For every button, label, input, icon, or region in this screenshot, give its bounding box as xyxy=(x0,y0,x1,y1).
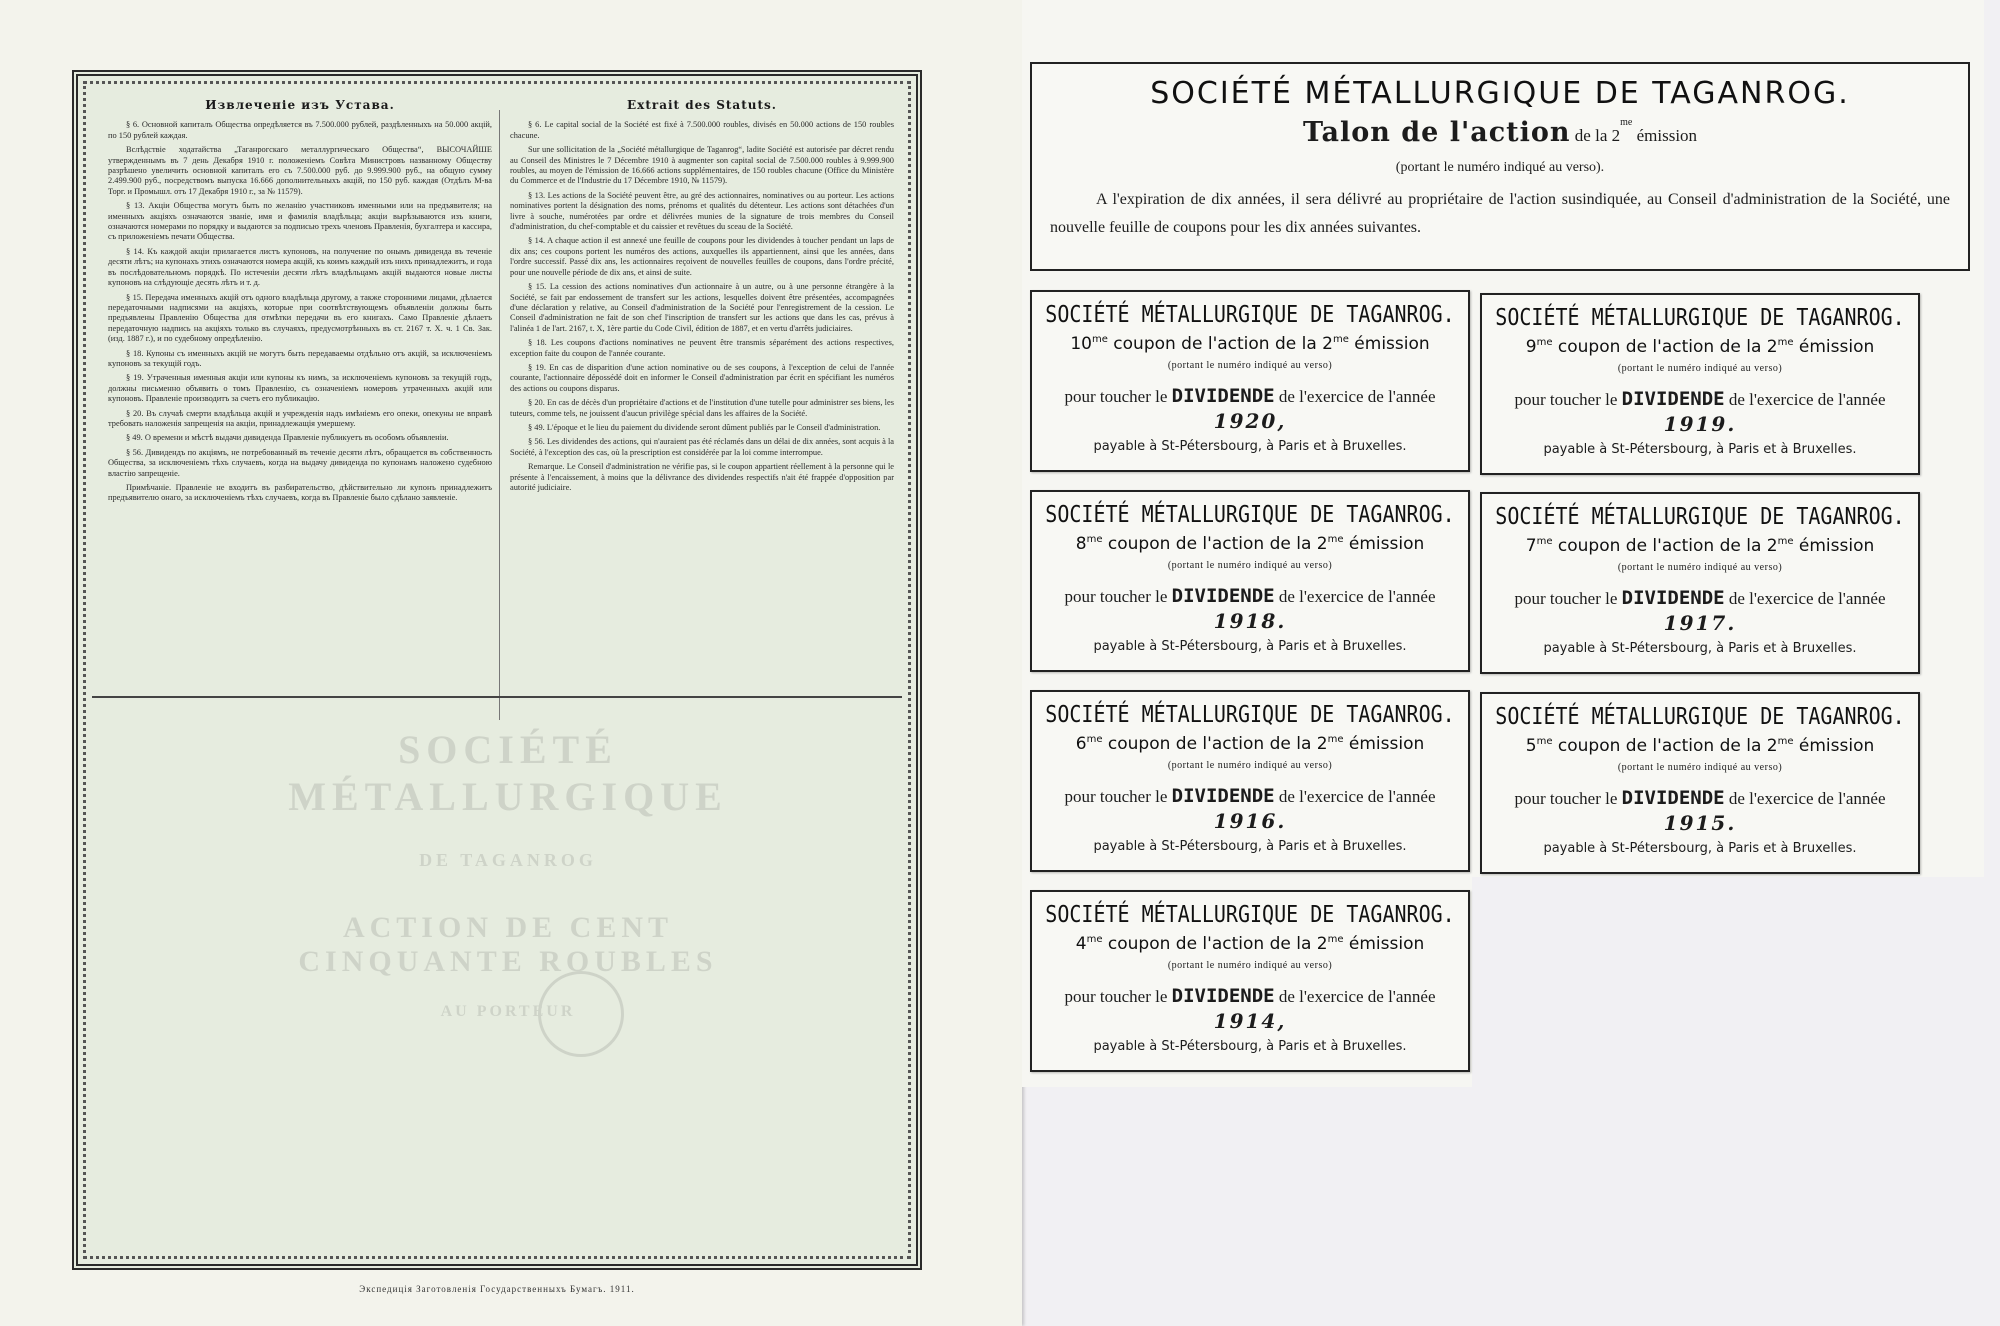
coupon-title: $4^{me}$ coupon de l'action de la $2^{me}$ émission xyxy=(1075,934,1425,954)
coupon-company-name: SOCIÉTÉ MÉTALLURGIQUE DE TAGANROG. xyxy=(1495,502,1905,530)
coupon-title: $9^{me}$ coupon de l'action de la $2^{me}$ émission xyxy=(1525,337,1875,357)
coupon-number-note: (portant le numéro indiqué au verso) xyxy=(1617,363,1783,374)
coupon-dividend-line: pour toucher le DIVIDENDE de l'exercice de l'année xyxy=(1514,388,1886,410)
coupon-title: $5^{me}$ coupon de l'action de la $2^{me}$ émission xyxy=(1525,736,1875,756)
coupon-payable-line: payable à St-Pétersbourg, à Paris et à Bruxelles. xyxy=(1093,639,1407,654)
coupon-company-name: SOCIÉTÉ MÉTALLURGIQUE DE TAGANROG. xyxy=(1495,702,1905,730)
statute-paragraph: § 20. En cas de décès d'un propriétaire d'actions et de l'institution d'une tutelle pour administrer ses biens, les tuteurs, comme tels, ne jouissent d'aucun privilège spécial dans les affaires de la Société. xyxy=(510,398,894,418)
column-divider xyxy=(499,110,500,720)
statute-paragraph: § 13. Акціи Общества могутъ быть по желанію участниковъ именными или на предъявителя; на именныхъ акціяхъ означаются званіе, имя и фамилія владѣльца; акціи вырѣзываются изъ книги, означаются номерами по порядку и выдаются за подписью трехъ членовъ Правленія, бухгалтера и кассира, съ приложеніемъ печати Общества. xyxy=(108,201,492,242)
coupon-company-name: SOCIÉTÉ MÉTALLURGIQUE DE TAGANROG. xyxy=(1495,303,1905,331)
coupon-company-name: SOCIÉTÉ MÉTALLURGIQUE DE TAGANROG. xyxy=(1045,500,1455,528)
coupon-number-note: (portant le numéro indiqué au verso) xyxy=(1167,960,1333,971)
coupon-number: 8 xyxy=(1075,534,1087,554)
statute-paragraph: § 14. Къ каждой акціи прилагается листъ купоновъ, на получение по онымъ дивиденда въ теченіе десяти лѣтъ; на купонахъ этихъ означаются номера акцій, къ коимъ каждый изъ нихъ принадлежитъ, и года въ послѣдовательномъ порядкѣ. По истеченіи десяти лѣтъ владѣльцамъ акцій выдаются новые листы купоновъ на слѣдующіе десять лѣтъ и т. д. xyxy=(108,246,492,288)
statute-paragraph: § 56. Дивидендъ по акціямъ, не потребованный въ теченіе десяти лѣтъ, обращается въ собственность Общества, за исключеніемъ тѣхъ случаевъ, когда на выдачу дивиденда по купонамъ наложено судебною властію запрещеніе. xyxy=(108,447,492,478)
ghost-line: SOCIÉTÉ MÉTALLURGIQUE xyxy=(288,727,728,819)
detached-coupon-gap xyxy=(1472,877,1984,1087)
coupon-dividend-line: pour toucher le DIVIDENDE de l'exercice de l'année xyxy=(1514,787,1886,809)
statute-paragraph: § 6. Основной капиталъ Общества опредѣляется въ 7.500.000 рублей, раздѣленныхъ на 50.000 акцій, по 150 рублей каждая. xyxy=(108,120,492,140)
talon-box xyxy=(1030,62,1970,271)
coupon-number-note: (portant le numéro indiqué au verso) xyxy=(1617,562,1783,573)
coupon-dividend-line: pour toucher le DIVIDENDE de l'exercice de l'année xyxy=(1064,585,1436,607)
coupon-company-name: SOCIÉTÉ MÉTALLURGIQUE DE TAGANROG. xyxy=(1045,900,1455,928)
dividend-coupon xyxy=(1030,490,1470,672)
coupon-company-name: SOCIÉTÉ MÉTALLURGIQUE DE TAGANROG. xyxy=(1045,300,1455,328)
statute-paragraph: § 18. Купоны съ именныхъ акцій не могутъ быть передаваемы отдѣльно отъ акцій, за исключеніемъ купоновъ за текущій годъ. xyxy=(108,348,492,368)
dividend-coupon xyxy=(1480,492,1920,674)
statute-paragraph: § 13. Les actions de la Société peuvent être, au gré des actionnaires, nominatives ou au porteur. Les actions nominatives portent la désignation des noms, prénoms et qualités du détenteur. Les actions sont détachées d'un livre à souche, numérotées par ordre et délivrées munies de la signature de trois membres du Conseil d'administration, du chef-comptable et du caissier et revêtues du sceau de la Société. xyxy=(510,190,894,232)
dividend-coupon xyxy=(1030,290,1470,472)
printer-imprint: Экспедиція Заготовленія Государственныхъ Бумагъ. 1911. xyxy=(359,1284,635,1294)
talon-number-note: (portant le numéro indiqué au verso). xyxy=(1395,160,1605,175)
coupon-year: 1915. xyxy=(1663,811,1737,835)
coupon-dividend-line: pour toucher le DIVIDENDE de l'exercice de l'année xyxy=(1064,985,1436,1007)
coupon-payable-line: payable à St-Pétersbourg, à Paris et à Bruxelles. xyxy=(1543,641,1857,656)
coupon-payable-line: payable à St-Pétersbourg, à Paris et à Bruxelles. xyxy=(1093,439,1407,454)
talon-text: A l'expiration de dix années, il sera délivré au propriétaire de l'action susindiquée, au Conseil d'administration de la Société, une nouvelle feuille de coupons pour les dix années suivantes. xyxy=(1050,191,1950,236)
ornamental-border xyxy=(72,70,922,1294)
coupon-number-note: (portant le numéro indiqué au verso) xyxy=(1167,560,1333,571)
coupon-number: 9 xyxy=(1525,337,1537,357)
statute-paragraph: § 18. Les coupons d'actions nominatives ne peuvent être transmis séparément des actions respectives, exception faite du coupon de l'année courante. xyxy=(510,338,894,358)
coupon-number: 4 xyxy=(1075,934,1087,954)
statute-paragraph: § 15. Передача именныхъ акцій отъ одного владѣльца другому, а также сторонними лицами, дѣлается передаточными надписями на акціяхъ, которые при соотвѣтствующемъ объявленіи должны быть предъявлены Правленію Общества для отмѣтки передачи въ его книгахъ. Само Правленіе дѣлаетъ передаточную надпись на акціяхъ только въ случаяхъ, предусмотрѣнныхъ въ ст. 2167 т. X. ч. 1 Св. Зак. (изд. 1887 г.), и по судебному опредѣленію. xyxy=(108,292,492,344)
coupon-title: $8^{me}$ coupon de l'action de la $2^{me}$ émission xyxy=(1075,534,1425,554)
statute-paragraph: § 49. О времени и мѣстѣ выдачи дивиденда Правленіе публикуетъ въ особомъ объявленіи. xyxy=(126,433,449,443)
ghost-line: ACTION DE CENT CINQUANTE ROUBLES xyxy=(298,911,718,978)
statute-paragraph: § 14. A chaque action il est annexé une feuille de coupons pour les dividendes à toucher pendant un laps de dix ans; ces coupons portent les numéros des actions, auxquelles ils appartiennent, ainsi que les années, dans l'ordre successif. Passé dix ans, les actionnaires reçoivent de nouvelles feuilles de coupons, dans l'ordre précité, pour une nouvelle période de dix ans, et ainsi de suite. xyxy=(510,236,894,277)
coupon-number: 7 xyxy=(1525,536,1537,556)
dividend-coupon xyxy=(1480,293,1920,475)
statute-paragraph: § 20. Въ случаѣ смерти владѣльца акцій и учрежденія надъ имѣніемъ его опеки, опекуны не вправѣ требовать наложенія запрещенія на акціи, принадлежащія умершему. xyxy=(108,408,492,428)
coupon-title: $6^{me}$ coupon de l'action de la $2^{me}$ émission xyxy=(1075,734,1425,754)
coupon-payable-line: payable à St-Pétersbourg, à Paris et à Bruxelles. xyxy=(1543,841,1857,856)
coupon-title: $10^{me}$ coupon de l'action de la $2^{me}$ émission xyxy=(1070,334,1430,354)
talon-title-line xyxy=(1032,117,1968,148)
talon-company-name: SOCIÉTÉ MÉTALLURGIQUE DE TAGANROG. xyxy=(1150,76,1850,111)
coupon-payable-line: payable à St-Pétersbourg, à Paris et à Bruxelles. xyxy=(1093,1039,1407,1054)
statute-paragraph: § 15. La cession des actions nominatives d'un actionnaire à un autre, ou à une personne étrangère à la Société, se fait par endossement de transfert sur les actions, lesquelles doivent être présentées, accompagnées d'une déclaration y relative, au Conseil d'administration de la Société pour l'enregistrement de la cession. Le Conseil d'administration ne fait de son chef l'inscription de transfert sur les actions que dans les cas, prévus à l'alinéa 1 de l'art. 2167, t. X, 1ère partie du Code Civil, édition de 1887, et en vertu d'arrêts judiciaires. xyxy=(510,282,894,333)
statute-paragraph: § 19. Утраченныя именныя акціи или купоны къ нимъ, за исключеніемъ купоновъ за текущій годъ, должны письменно объявить о томъ Правленію, съ означеніемъ номеровъ утраченныхъ акцій или купоновъ. Правленіе производитъ за счетъ его публикацію. xyxy=(108,373,492,404)
coupon-payable-line: payable à St-Pétersbourg, à Paris et à Bruxelles. xyxy=(1543,442,1857,457)
coupon-year: 1916. xyxy=(1213,809,1287,833)
statute-paragraph: § 56. Les dividendes des actions, qui n'auraient pas été réclamés dans un délai de dix années, sont acquis à la Société, à l'exception des cas, où la prescription est considérée par la loi comme interrompue. xyxy=(510,437,894,457)
statute-paragraph: Примѣчаніе. Правленіе не входитъ въ разбирательство, дѣйствительно ли купонъ принадлежитъ предъявителю онаго, за исключеніемъ тѣхъ случаевъ, когда въ Правленіе было сдѣлано заявленіе. xyxy=(108,483,492,503)
ghost-line: AU PORTEUR xyxy=(440,1003,576,1020)
coupon-number: 6 xyxy=(1075,734,1087,754)
talon-title-suffix: de la $2^{me}$ émission xyxy=(1574,117,1698,145)
dividend-coupon xyxy=(1480,692,1920,874)
coupon-year: 1917. xyxy=(1663,611,1737,635)
french-statutes-text xyxy=(510,120,894,493)
statute-paragraph: § 6. Le capital social de la Société est fixé à 7.500.000 roubles, divisés en 50.000 actions de 150 roubles chacune. xyxy=(510,120,894,140)
coupon-title: $7^{me}$ coupon de l'action de la $2^{me}$ émission xyxy=(1525,536,1875,556)
coupon-number-note: (portant le numéro indiqué au verso) xyxy=(1617,762,1783,773)
talon-title: Talon de l'action xyxy=(1302,117,1571,148)
statute-paragraph: Вслѣдствіе ходатайства „Таганрогскаго металлургическаго Общества“, ВЫСОЧАЙШЕ утвержденнымъ въ 7 день Декабря 1910 г. положеніемъ Совѣта Министровъ названному Обществу разрѣшено увеличить основной капиталъ его съ 7.500.000 руб. до 9.999.900 руб., на общую сумму 2.499.900 руб., посредствомъ выпуска 16.666 дополнительныхъ акцій, по 150 руб. каждая (Отдѣлъ М-ва Торг. и Промышл. отъ 17 Декабря 1910 г., за № 11579). xyxy=(108,145,492,196)
right-sheet-coupons xyxy=(1022,0,2000,1326)
statute-paragraph: § 19. En cas de disparition d'une action nominative ou de ses coupons, à l'exception de celui de l'année courante, l'actionnaire dépossédé doit en informer le Conseil d'administration par écrit en spécifiant les numéros des actions ou coupons disparus. xyxy=(510,362,894,393)
coupon-company-name: SOCIÉTÉ MÉTALLURGIQUE DE TAGANROG. xyxy=(1045,700,1455,728)
statute-paragraph: Remarque. Le Conseil d'administration ne vérifie pas, si le coupon appartient réellement à la personne qui le présente à l'encaissement, à moins que la délivrance des dividendes respectifs n'ait été frappée d'opposition par autorité judiciaire. xyxy=(510,462,894,492)
coupon-number: 5 xyxy=(1525,736,1537,756)
ghost-line: DE TAGANROG xyxy=(419,850,597,870)
dividend-coupon xyxy=(1030,690,1470,872)
coupon-payable-line: payable à St-Pétersbourg, à Paris et à Bruxelles. xyxy=(1093,839,1407,854)
russian-statutes-title: Извлеченіе изъ Устава. xyxy=(205,100,395,112)
coupon-year: 1914, xyxy=(1213,1009,1287,1033)
coupon-dividend-line: pour toucher le DIVIDENDE de l'exercice de l'année xyxy=(1064,785,1436,807)
coupon-year: 1920, xyxy=(1213,409,1287,433)
coupon-number: 10 xyxy=(1070,334,1092,354)
french-statutes-column xyxy=(510,100,894,740)
statute-paragraph: Sur une sollicitation de la „Société métallurgique de Taganrog“, ladite Société est autorisée par décret rendu au Conseil des Ministres le 7 Décembre 1910 à augmenter son capital social de 7.500.000 roubles à 9.999.900 roubles, au moyen de l'émission de 16.666 actions supplémentaires, de 150 roubles chacune (Office du Ministère du Commerce et de l'Industrie du 17 Décembre 1910, № 11579). xyxy=(510,145,894,186)
french-statutes-title: Extrait des Statuts. xyxy=(627,100,777,112)
russian-statutes-text xyxy=(108,120,492,503)
coupon-number-note: (portant le numéro indiqué au verso) xyxy=(1167,760,1333,771)
coupon-dividend-line: pour toucher le DIVIDENDE de l'exercice de l'année xyxy=(1514,587,1886,609)
coupon-number-note: (portant le numéro indiqué au verso) xyxy=(1167,360,1333,371)
coupon-dividend-line: pour toucher le DIVIDENDE de l'exercice de l'année xyxy=(1064,385,1436,407)
statute-paragraph: § 49. L'époque et le lieu du paiement du dividende seront dûment publiés par le Conseil d'administration. xyxy=(528,422,881,432)
show-through-face-print xyxy=(228,716,788,1076)
coupon-year: 1919. xyxy=(1663,412,1737,436)
horizontal-rule xyxy=(92,696,902,698)
russian-statutes-column xyxy=(108,100,492,740)
dividend-coupon xyxy=(1030,890,1470,1072)
coupon-year: 1918. xyxy=(1213,609,1287,633)
ghost-stamp-icon xyxy=(538,971,624,1057)
